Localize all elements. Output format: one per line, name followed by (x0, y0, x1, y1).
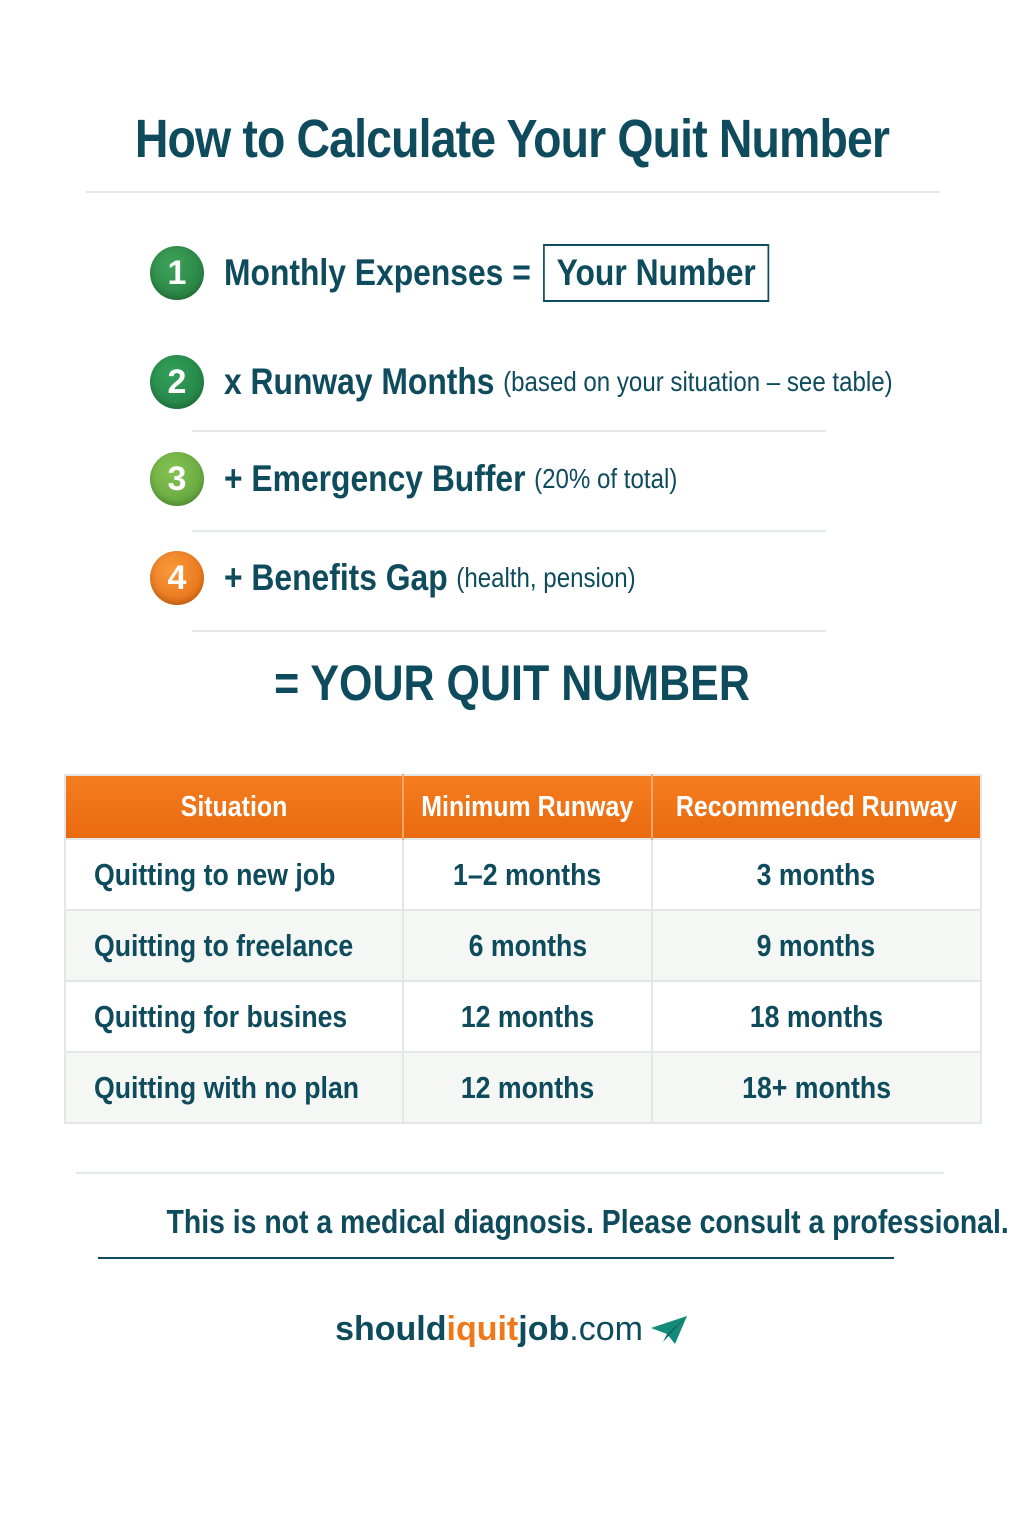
situation-cell: Quitting to freelance (65, 910, 403, 981)
recommended-cell: 18 months (652, 981, 981, 1052)
step-4 (150, 551, 703, 605)
table-row (65, 910, 981, 981)
header-situation: Situation (65, 775, 403, 839)
footer-divider (76, 1172, 944, 1174)
step-divider (192, 630, 826, 632)
step-number-badge: 1 (150, 246, 204, 300)
minimum-cell: 12 months (403, 1052, 652, 1123)
step-number-badge: 3 (150, 452, 204, 506)
step-label: + Emergency Buffer (224, 458, 526, 499)
step-note: (health, pension) (456, 562, 636, 593)
step-1 (150, 244, 858, 302)
step-note: (based on your situation – see table) (503, 366, 893, 397)
header-minimum-runway: Minimum Runway (403, 775, 652, 839)
header-recommended-runway: Recommended Runway (652, 775, 981, 839)
disclaimer-underline (98, 1257, 894, 1259)
table-header-row (65, 775, 981, 839)
table-row (65, 981, 981, 1052)
recommended-cell: 3 months (652, 839, 981, 910)
situation-cell: Quitting to new job (65, 839, 403, 910)
your-number-box: Your Number (543, 244, 770, 302)
situation-cell: Quitting with no plan (65, 1052, 403, 1123)
step-2 (150, 355, 1001, 409)
brand-part-iquit: iquit (446, 1310, 519, 1348)
title-divider (86, 191, 940, 193)
step-number-badge: 2 (150, 355, 204, 409)
brand-part-job: job (518, 1310, 570, 1348)
quit-number-result: = YOUR QUIT NUMBER (274, 655, 750, 711)
step-divider (192, 430, 826, 432)
brand-part-com: .com (569, 1310, 643, 1348)
step-label: x Runway Months (224, 361, 495, 402)
minimum-cell: 1–2 months (403, 839, 652, 910)
situation-cell: Quitting for busines (65, 981, 403, 1052)
recommended-cell: 9 months (652, 910, 981, 981)
minimum-cell: 6 months (403, 910, 652, 981)
brand-logo[interactable] (0, 1310, 1024, 1349)
table-row (65, 839, 981, 910)
paper-plane-icon (649, 1314, 689, 1346)
step-divider (192, 530, 826, 532)
step-number-badge: 4 (150, 551, 204, 605)
recommended-cell: 18+ months (652, 1052, 981, 1123)
page-title: How to Calculate Your Quit Number (134, 109, 890, 169)
step-3 (150, 452, 751, 506)
disclaimer-text: This is not a medical diagnosis. Please consult a professional. (166, 1203, 1009, 1240)
minimum-cell: 12 months (403, 981, 652, 1052)
table-row (65, 1052, 981, 1123)
brand-part-should: should (335, 1310, 447, 1348)
step-note: (20% of total) (534, 463, 678, 494)
runway-table (64, 774, 982, 1124)
step-label: Monthly Expenses = (224, 252, 531, 293)
step-label: + Benefits Gap (224, 557, 448, 598)
